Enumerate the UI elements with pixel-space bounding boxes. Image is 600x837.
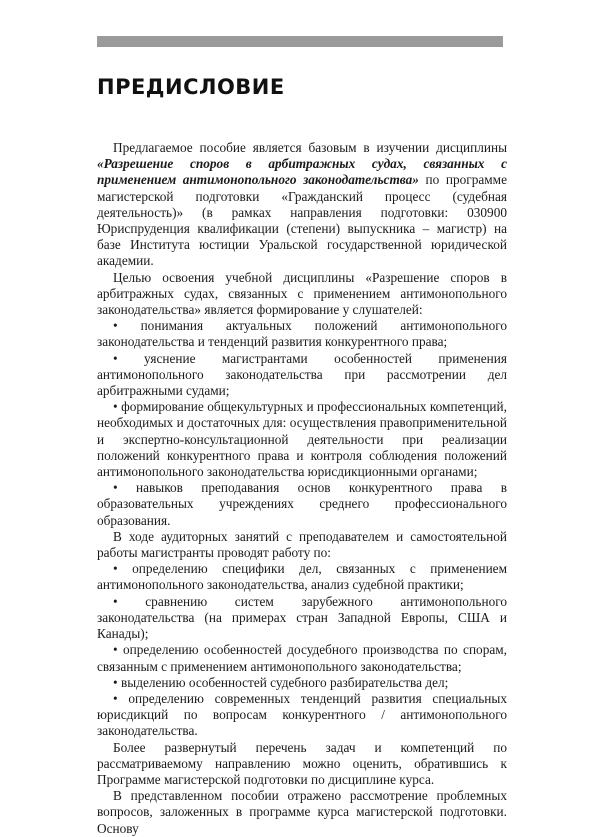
goal-bullet-3: • формирование общекультурных и профессиональных компетенций, необходимых и достаточных для: осуществления правоприменительной и экспертно-консультационной деятельности при реализации положений конкурентного права и контроля соблюдения положений антимонопольного законодательства юрисдикционными органами;	[97, 399, 507, 480]
goal-paragraph: Целью освоения учебной дисциплины «Разрешение споров в арбитражных судах, связанных с применением антимонопольного законодательства» является формирование у слушателей:	[97, 269, 507, 318]
work-bullet-1: • определению специфики дел, связанных с применением антимонопольного законодательства, анализ судебной практики;	[97, 561, 507, 593]
page-title: ПРЕДИСЛОВИЕ	[97, 75, 285, 99]
goal-bullet-2: • уяснение магистрантами особенностей применения антимонопольного законодательства при рассмотрении дел арбитражными судами;	[97, 350, 507, 399]
header-rule	[97, 36, 503, 47]
goal-bullet-1: • понимания актуальных положений антимонопольного законодательства и тенденций развития конкурентного права;	[97, 318, 507, 350]
intro-prefix: Предлагаемое пособие является базовым в изучении дисциплины	[113, 140, 507, 155]
work-paragraph: В ходе аудиторных занятий с преподавателем и самостоятельной работы магистранты проводят работу по:	[97, 528, 507, 561]
work-bullet-4: • выделению особенностей судебного разбирательства дел;	[113, 674, 449, 690]
course-title-emphasis: «Разрешение споров в арбитражных судах, связанных с применением антимонопольного законодательства»	[97, 156, 507, 188]
document-body	[97, 140, 507, 837]
more-paragraph: Более развернутый перечень задач и компетенций по рассматриваемому направлению можно оценить, обратившись к Программе магистерской подготовки по дисциплине курса.	[97, 739, 507, 787]
work-bullet-2: • сравнению систем зарубежного антимонопольного законодательства (на примерах стран Западной Европы, США и Канады);	[97, 593, 507, 642]
goal-bullet-4: • навыков преподавания основ конкурентного права в образовательных учреждениях среднего профессионального образования.	[97, 480, 507, 528]
last-paragraph: В представленном пособии отражено рассмотрение проблемных вопросов, заложенных в программе курса магистерской подготовки. Основу	[97, 788, 507, 836]
intro-paragraph	[97, 140, 507, 270]
work-bullet-3: • определению особенностей досудебного производства по спорам, связанным с применением антимонопольного законодательства;	[97, 642, 507, 674]
intro-suffix: по программе магистерской подготовки «Гражданский процесс (судебная деятельность)» (в рамках направления подготовки: 030900 Юриспруденция квалификации (степени) выпускника – магистр) на базе Института юстиции Уральской государственной юридической академии.	[97, 172, 507, 269]
work-bullet-5: • определению современных тенденций развития специальных юрисдикций по вопросам конкурентного / антимонопольного законодательства.	[97, 690, 507, 739]
